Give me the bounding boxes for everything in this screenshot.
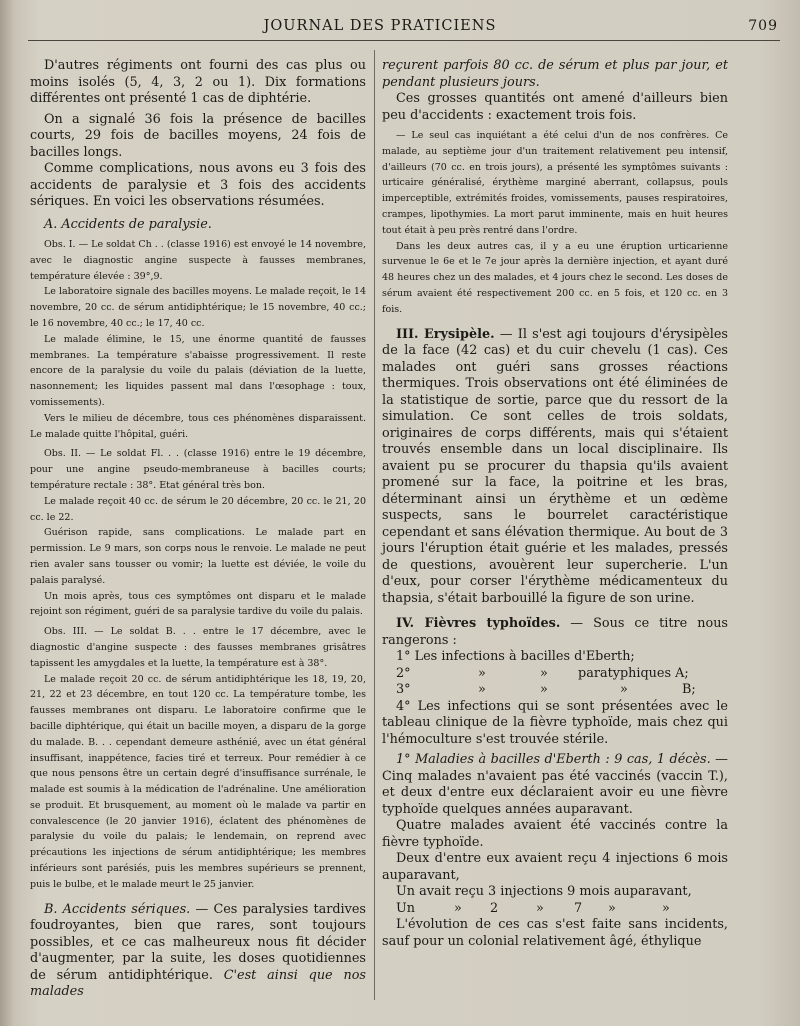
observation-2: Obs. II. — Le soldat Fl. . . (classe 1916) entre le 19 décembre, pour une angine pseudo-membraneuse à bacilles courts; température rectale : 38°. Etat général très bon. — [30, 448, 366, 491]
section-b-paragraph — [30, 902, 366, 1001]
subsection-paragraph — [382, 752, 728, 818]
journal-title: JOURNAL DES PRATICIENS — [263, 18, 497, 34]
section-3-paragraph — [382, 327, 728, 608]
paragraph: Deux d'entre eux avaient reçu 4 injections 6 mois auparavant, — [382, 851, 728, 883]
left-column — [30, 58, 366, 1001]
section-heading-b: B. Accidents sériques. — [44, 901, 191, 917]
right-column — [382, 58, 728, 950]
paragraph: Un avait reçu 3 injections 9 mois auparavant, — [396, 884, 692, 900]
ditto-mark: » — [608, 900, 616, 916]
paragraph: Comme complications, nous avons eu 3 fois des accidents de paralysie et 3 fois des accidents sériques. En voici les observations résumées. — [30, 161, 366, 209]
infection-list — [382, 649, 728, 699]
ditto-mark: » — [454, 900, 462, 916]
ditto-row — [382, 901, 728, 918]
observation-2-text: Un mois après, tous ces symptômes ont disparu et le malade rejoint son régiment, guéri de sa paralysie tardive du voile du palais. — [30, 590, 366, 618]
section-4-paragraph — [382, 616, 728, 649]
footnote-paragraph: Dans les deux autres cas, il y a eu une éruption urticarienne survenue le 6e et le 7e jour après la dernière injection, et ayant duré 48 heures chez un des malades, et 4 jours chez le second. Les doses de sérum avaient été respectivement 200 cc. en 5 fois, et 120 cc. en 3 fois. — [382, 240, 728, 315]
list-item-number: 2° — [396, 665, 411, 681]
list-item-text: 1° Les infections à bacilles d'Eberth; — [396, 649, 635, 665]
ditto-text: 7 — [574, 900, 583, 916]
list-item-text: paratyphiques A; — [578, 665, 689, 681]
observation-2-text: Le malade reçoit 40 cc. de sérum le 20 décembre, 20 cc. le 21, 20 cc. le 22. — [30, 495, 366, 523]
list-item-number: 3° — [396, 682, 411, 698]
paragraph: On a signalé 36 fois la présence de bacilles courts, 29 fois de bacilles moyens, 24 fois de bacilles longs. — [30, 111, 366, 160]
page-number: 709 — [748, 18, 778, 34]
ditto-text: Un — [396, 900, 416, 916]
list-item — [382, 649, 728, 666]
ditto-mark: » — [540, 665, 548, 681]
section-b-italic: C'est ainsi que nos malades — [30, 967, 366, 1000]
section-b-text: — Ces paralysies tardives foudroyantes, bien que rares, sont toujours possibles, et ce cas malheureux nous fit décider d'augmenter, par la suite, les doses quotidiennes de sérum antidiphtérique. — [30, 901, 367, 983]
paragraph: reçurent parfois 80 cc. de sérum et plus par jour, et pendant plusieurs jours. — [382, 58, 728, 90]
list-item — [382, 682, 728, 699]
ditto-mark: » — [478, 665, 486, 681]
observation-1-text: Le malade élimine, le 15, une énorme quantité de fausses membranes. La température s'abaisse progressivement. Il reste encore de la paralysie du voile du palais (déviation de la luette, nasonnement; les liquides passent mal dans l'œsophage : toux, vomissements). — [30, 333, 366, 408]
column-divider — [374, 50, 375, 1000]
observation-1: Obs. I. — Le soldat Ch . . (classe 1916) est envoyé le 14 novembre, avec le diagnostic angine suspecte à fausses membranes, température élevée : 39°,9. — [30, 239, 366, 282]
observation-1-text: Vers le milieu de décembre, tous ces phénomènes disparaissent. Le malade quitte l'hôpital, guéri. — [30, 412, 366, 440]
paragraph: 4° Les infections qui se sont présentées avec le tableau clinique de la fièvre typhoïde, mais chez qui l'hémoculture s'est trouvée stérile. — [382, 698, 728, 747]
paragraph: Ces grosses quantités ont amené d'ailleurs bien peu d'accidents : exactement trois fois. — [382, 91, 728, 123]
section-3-text: — Il s'est agi toujours d'érysipèles de la face (42 cas) et du cuir chevelu (1 cas). Ces malades ont guéri sans grosses réactions thermiques. Trois observations ont été éliminées de la statistique de sortie, parce que du ressort de la simulation. Ce sont celles de trois soldats, originaires de corps différents, mais qui s'étaient trouvés ensemble dans un local disciplinaire. Ils avaient pu se procurer du thapsia qu'ils avaient promené sur la face, la poitrine et les bras, déterminant ainsi un érythème et un œdème suspects, sans le bourrelet caractéristique cependant et sans élévation thermique. Au bout de 3 jours l'éruption était guérie et les malades, pressés de questions, avouèrent leur supercherie. L'un d'eux, pour corser l'érythème médicamenteux du thapsia, s'était barbouillé la figure de son urine. — [382, 326, 729, 606]
observation-2-text: Guérison rapide, sans complications. Le malade part en permission. Le 9 mars, son corps nous le renvoie. Le malade ne peut rien avaler sans tousser ou vomir; la luette est déviée, le voile du palais paralysé. — [30, 527, 366, 586]
ditto-text: 2 — [490, 900, 499, 916]
footnote-paragraph: — Le seul cas inquiétant a été celui d'un de nos confrères. Ce malade, au septième jour d'un traitement relativement peu intensif, d'ailleurs (70 cc. en trois jours), a présenté les symptômes suivants : urticaire généralisé, érythème marginé aberrant, collapsus, pouls imperceptible, extrémités froides, vomissements, pauses respiratoires, crampes, lipothymies. La mort parut imminente, mais en huit heures tout était à peu près rentré dans l'ordre. — [382, 130, 728, 236]
ditto-mark: » — [662, 900, 670, 916]
ditto-mark: » — [478, 682, 486, 698]
subsection-heading: 1° Maladies à bacilles d'Eberth : 9 cas, 1 décès. — [396, 752, 711, 768]
list-item — [382, 666, 728, 683]
list-item-text: B; — [682, 682, 696, 698]
paragraph: D'autres régiments ont fourni des cas plus ou moins isolés (5, 4, 3, 2 ou 1). Dix formations différentes ont présenté 1 cas de diphtérie. — [30, 58, 366, 106]
paragraph: L'évolution de ces cas s'est faite sans incidents, sauf pour un colonial relativement âgé, éthylique — [382, 917, 728, 949]
ditto-mark: » — [620, 682, 628, 698]
header-rule — [28, 40, 780, 41]
observation-3-text: Le malade reçoit 20 cc. de sérum antidiphtérique les 18, 19, 20, 21, 22 et 23 décembre, en tout 120 cc. La température tombe, les fausses membranes ont disparu. Le laboratoire confirme que le bacille diphtérique, qui était un bacille moyen, a disparu de la gorge du malade. B. . . cependant demeure asthénié, avec un état général insuffisant, inappétence, facies tiré et terreux. Pour remédier à ce que nous pensons être un certain degré d'insuffisance surrénale, le malade est soumis à la médication de l'adrénaline. Une amélioration se produit. Et brusquement, au moment où le malade va partir en convalescence (le 20 janvier 1916), éclatent des phénomènes de paralysie du voile du palais; le lendemain, on reprend avec précautions les injections de sérum antidiphtérique; les membres inférieurs sont parésiés, puis les membres supérieurs se prennent, puis le bulbe, et le malade meurt le 25 janvier. — [30, 673, 366, 890]
section-heading-4: IV. Fièvres typhoïdes. — [396, 616, 561, 632]
section-heading-a: A. Accidents de paralysie. — [44, 216, 212, 232]
observation-3: Obs. III. — Le soldat B. . . entre le 17 décembre, avec le diagnostic d'angine suspecte : des fausses membranes grisâtres tapissent les amygdales et la luette, la température est à 38°. — [30, 626, 366, 669]
subsection-text: — Cinq malades n'avaient pas été vaccinés (vaccin T.), et deux d'entre eux déclaraient avoir eu une fièvre typhoïde quelques années auparavant. — [382, 752, 728, 817]
section-4-text: — Sous ce titre nous rangerons : — [382, 616, 728, 648]
paragraph: Quatre malades avaient été vaccinés contre la fièvre typhoïde. — [382, 818, 728, 850]
running-header — [0, 18, 800, 40]
observation-1-text: Le laboratoire signale des bacilles moyens. Le malade reçoit, le 14 novembre, 20 cc. de sérum antidiphtérique; le 15 novembre, 40 cc.; le 16 novembre, 40 cc.; le 17, 40 cc. — [30, 286, 366, 329]
section-heading-3: III. Erysipèle. — [396, 326, 495, 342]
ditto-mark: » — [536, 900, 544, 916]
ditto-line — [382, 901, 728, 918]
ditto-mark: » — [540, 682, 548, 698]
